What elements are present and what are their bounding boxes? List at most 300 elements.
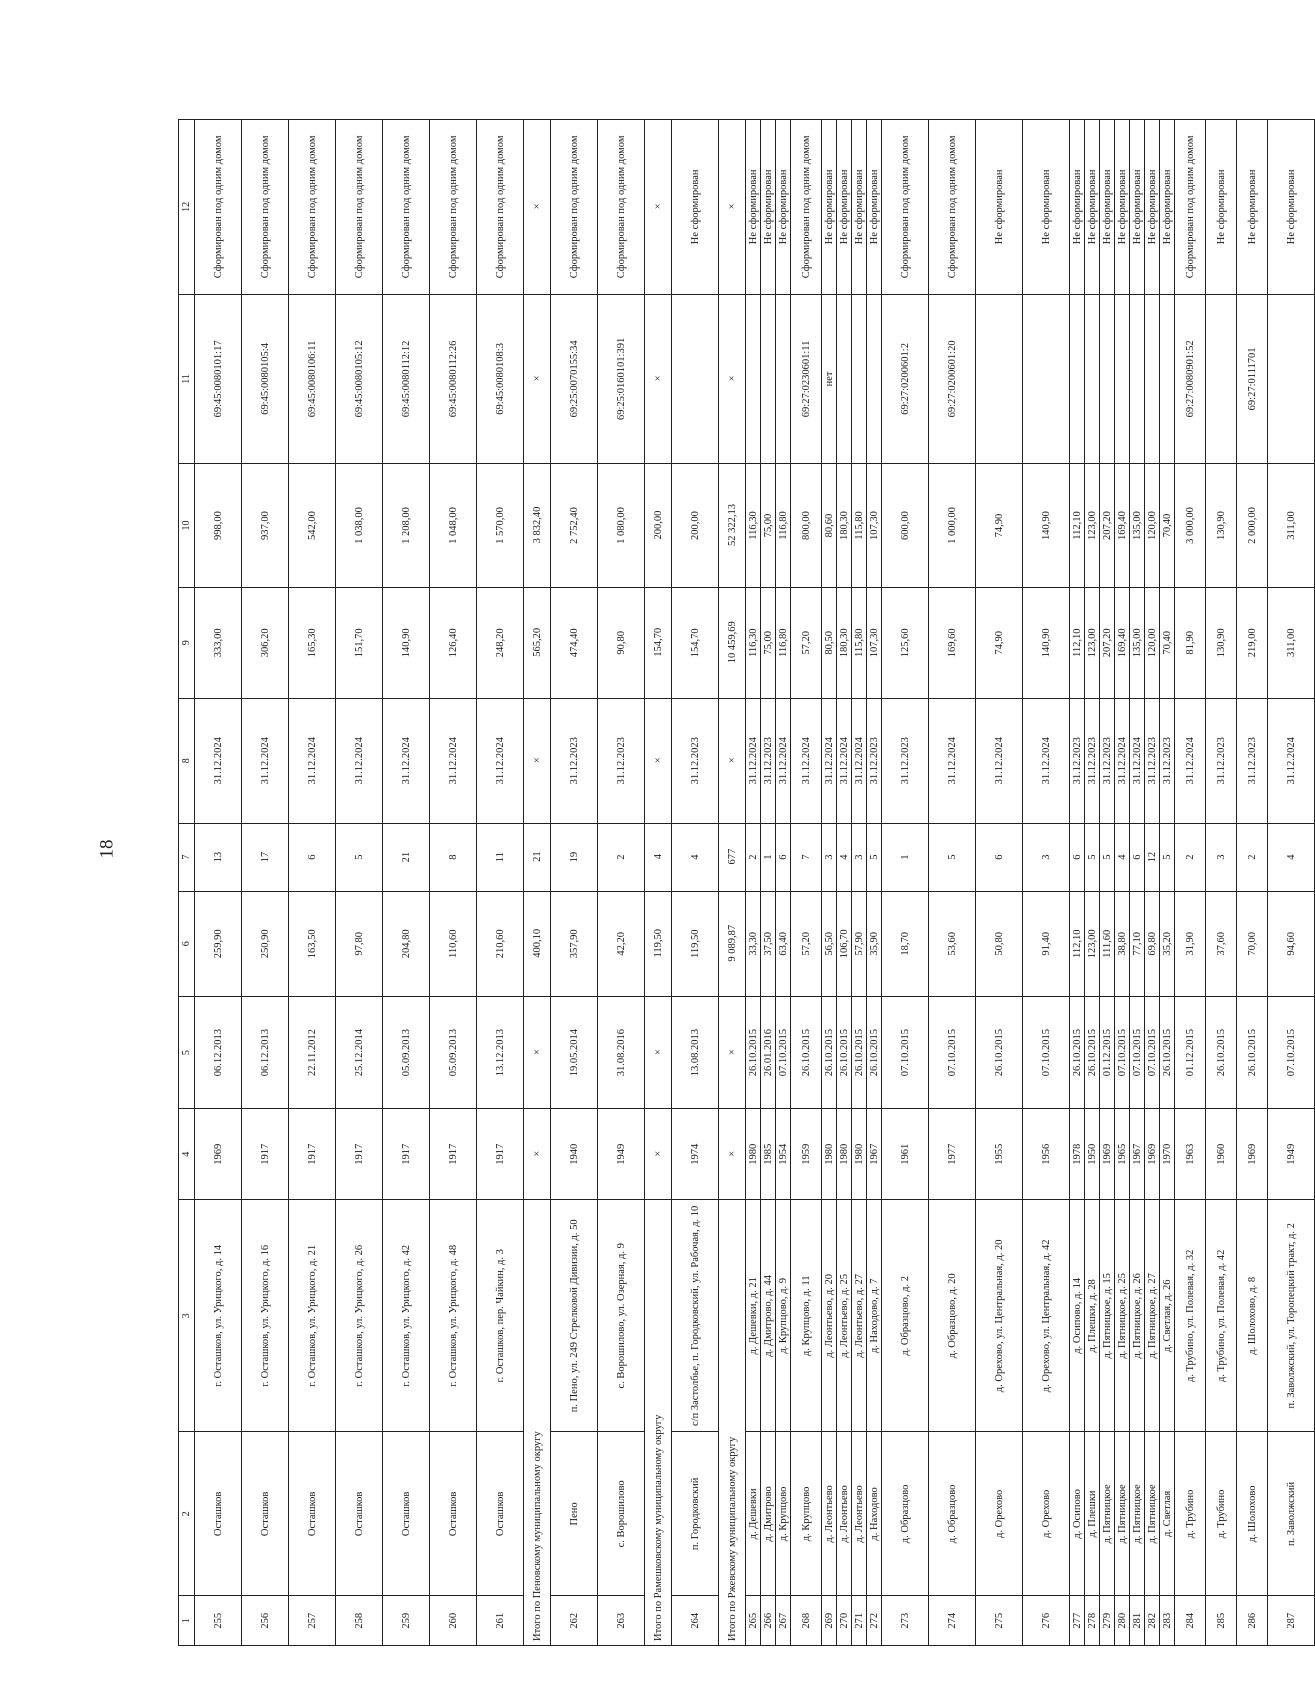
table-cell: Сформирован под одним домом <box>929 120 976 295</box>
table-cell: 165,30 <box>289 587 336 698</box>
table-cell: 135,00 <box>1130 587 1145 698</box>
table-cell <box>1206 294 1237 463</box>
table-cell: д. Плешки <box>1085 1432 1100 1596</box>
table-row <box>1023 120 1070 1646</box>
subtotal-cell: 119,50 <box>645 891 672 997</box>
column-number: 9 <box>179 587 195 698</box>
table-cell: Сформирован под одним домом <box>1175 120 1206 295</box>
table-cell: 1917 <box>383 1109 430 1200</box>
table-cell: 1917 <box>336 1109 383 1200</box>
table-cell: 1969 <box>195 1109 242 1200</box>
table-cell: 35,90 <box>867 891 882 997</box>
table-cell: 6 <box>1130 823 1145 891</box>
column-number: 6 <box>179 891 195 997</box>
table-cell: 31.12.2023 <box>1206 698 1237 823</box>
table-cell: 163,50 <box>289 891 336 997</box>
table-cell: г. Осташков, ул. Урицкого, д. 21 <box>289 1200 336 1432</box>
table-cell: 31.12.2024 <box>976 698 1023 823</box>
table-cell: 286 <box>1237 1596 1268 1646</box>
table-cell: 1950 <box>1085 1109 1100 1200</box>
table-cell: 210,60 <box>477 891 524 997</box>
table-cell: 07.10.2015 <box>776 997 791 1109</box>
table-cell: 106,70 <box>837 891 852 997</box>
table-row <box>551 120 598 1646</box>
table-cell: 1956 <box>1023 1109 1070 1200</box>
table-cell: Сформирован под одним домом <box>430 120 477 295</box>
table-cell: Не сформирован <box>776 120 791 295</box>
table-cell: 75,00 <box>761 587 776 698</box>
table-cell: 80,50 <box>822 587 837 698</box>
table-cell: д. Дмитрово, д. 44 <box>761 1200 776 1432</box>
table-cell: 80,60 <box>822 464 837 588</box>
table-cell: 261 <box>477 1596 524 1646</box>
subtotal-cell: × <box>524 120 551 295</box>
table-cell: 140,90 <box>1023 464 1070 588</box>
table-cell: 31.08.2016 <box>598 997 645 1109</box>
table-cell: Сформирован под одним домом <box>791 120 822 295</box>
table-cell: Сформирован под одним домом <box>383 120 430 295</box>
table-cell: 1 <box>761 823 776 891</box>
table-cell: д. Пятницкое <box>1145 1432 1160 1596</box>
table-cell: 57,20 <box>791 587 822 698</box>
table-cell: 26.10.2015 <box>1085 997 1100 1109</box>
table-cell: д. Крупцово, д. 9 <box>776 1200 791 1432</box>
table-cell: 140,90 <box>1023 587 1070 698</box>
table-cell <box>1160 294 1175 463</box>
table-cell: 77,10 <box>1130 891 1145 997</box>
table-cell <box>761 294 776 463</box>
table-row <box>852 120 867 1646</box>
table-cell: Осташков <box>195 1432 242 1596</box>
table-cell: 263 <box>598 1596 645 1646</box>
table-cell: 35,20 <box>1160 891 1175 997</box>
table-cell: 26.10.2015 <box>1070 997 1085 1109</box>
table-cell: 169,40 <box>1115 587 1130 698</box>
subtotal-cell: 200,00 <box>645 464 672 588</box>
table-cell: Сформирован под одним домом <box>882 120 929 295</box>
table-cell: 283 <box>1160 1596 1175 1646</box>
table-cell: 31.12.2024 <box>776 698 791 823</box>
table-cell: Осташков <box>477 1432 524 1596</box>
table-cell: 26.10.2015 <box>867 997 882 1109</box>
table-cell: 69:27:0200601:20 <box>929 294 976 463</box>
table-cell: 31.12.2024 <box>837 698 852 823</box>
table-cell: 63,40 <box>776 891 791 997</box>
table-cell: Не сформирован <box>1023 120 1070 295</box>
table-cell: 4 <box>1268 823 1315 891</box>
table-cell: 69:45:0080108:3 <box>477 294 524 463</box>
table-row <box>746 120 761 1646</box>
table-cell: 26.10.2015 <box>1160 997 1175 1109</box>
table-cell: 13 <box>195 823 242 891</box>
table-cell: 07.10.2015 <box>882 997 929 1109</box>
table-cell: 31.12.2024 <box>746 698 761 823</box>
table-row <box>1085 120 1100 1646</box>
table-cell: д. Образцово, д. 2 <box>882 1200 929 1432</box>
table-cell: 169,60 <box>929 587 976 698</box>
table-cell: 259,90 <box>195 891 242 997</box>
table-cell: 180,30 <box>837 464 852 588</box>
subtotal-cell: × <box>645 120 672 295</box>
table-cell: 31.12.2024 <box>791 698 822 823</box>
table-cell: 219,00 <box>1237 587 1268 698</box>
table-cell: 207,20 <box>1100 464 1115 588</box>
table-cell: 207,20 <box>1100 587 1115 698</box>
table-cell: 06.12.2013 <box>195 997 242 1109</box>
table-cell: д. Пятницкое, д. 26 <box>1130 1200 1145 1432</box>
table-cell: 1955 <box>976 1109 1023 1200</box>
subtotal-cell: 10 459,69 <box>719 587 746 698</box>
column-number: 12 <box>179 120 195 295</box>
table-cell: 31.12.2024 <box>242 698 289 823</box>
table-cell: 31.12.2023 <box>882 698 929 823</box>
table-cell: 204,80 <box>383 891 430 997</box>
table-cell: 282 <box>1145 1596 1160 1646</box>
table-cell: Сформирован под одним домом <box>551 120 598 295</box>
table-cell: 26.10.2015 <box>1237 997 1268 1109</box>
table-cell <box>746 294 761 463</box>
table-cell: 1980 <box>852 1109 867 1200</box>
table-cell: Сформирован под одним домом <box>242 120 289 295</box>
table-cell: 1967 <box>867 1109 882 1200</box>
table-cell: 257 <box>289 1596 336 1646</box>
table-cell: 31.12.2023 <box>598 698 645 823</box>
table-cell: д. Пятницкое, д. 27 <box>1145 1200 1160 1432</box>
table-cell: 116,30 <box>746 587 761 698</box>
table-cell: 1969 <box>1237 1109 1268 1200</box>
table-cell: 1978 <box>1070 1109 1085 1200</box>
table-cell: 116,80 <box>776 587 791 698</box>
table-cell: 06.12.2013 <box>242 997 289 1109</box>
table-cell: д. Осипово, д. 14 <box>1070 1200 1085 1432</box>
table-cell: 69:45:0080106:11 <box>289 294 336 463</box>
table-cell: Осташков <box>242 1432 289 1596</box>
subtotal-cell: 154,70 <box>645 587 672 698</box>
table-cell: 19 <box>551 823 598 891</box>
table-cell: 74,90 <box>976 587 1023 698</box>
table-cell: 4 <box>672 823 719 891</box>
subtotal-cell: × <box>645 1109 672 1200</box>
table-cell: 69:45:0080105:12 <box>336 294 383 463</box>
table-cell: Не сформирован <box>1130 120 1145 295</box>
table-cell: 6 <box>976 823 1023 891</box>
table-cell: 6 <box>289 823 336 891</box>
table-cell: 70,40 <box>1160 464 1175 588</box>
table-cell: 542,00 <box>289 464 336 588</box>
table-cell: 31.12.2024 <box>1115 698 1130 823</box>
table-cell: Пено <box>551 1432 598 1596</box>
table-cell: 266 <box>761 1596 776 1646</box>
table-cell: Осташков <box>430 1432 477 1596</box>
table-cell: с/п Застолбье, п. Городковский, ул. Рабочая, д. 10 <box>672 1200 719 1432</box>
table-cell: 311,00 <box>1268 587 1315 698</box>
table-cell: 1954 <box>776 1109 791 1200</box>
table-row <box>791 120 822 1646</box>
table-cell: 1917 <box>289 1109 336 1200</box>
table-cell: 26.10.2015 <box>837 997 852 1109</box>
table-cell <box>976 294 1023 463</box>
table-row <box>837 120 852 1646</box>
table-cell: 31.12.2023 <box>867 698 882 823</box>
subtotal-cell: 52 322,13 <box>719 464 746 588</box>
table-cell: 273 <box>882 1596 929 1646</box>
column-number: 7 <box>179 823 195 891</box>
subtotal-cell: 565,20 <box>524 587 551 698</box>
table-cell: 1970 <box>1160 1109 1175 1200</box>
table-cell: 1949 <box>598 1109 645 1200</box>
table-cell: 1949 <box>1268 1109 1315 1200</box>
table-cell: 69:45:0080105:4 <box>242 294 289 463</box>
table-cell: 5 <box>1100 823 1115 891</box>
table-cell: 270 <box>837 1596 852 1646</box>
table-cell: 115,80 <box>852 587 867 698</box>
table-cell: 262 <box>551 1596 598 1646</box>
table-row <box>336 120 383 1646</box>
table-cell: д. Орехово <box>976 1432 1023 1596</box>
table-cell: Не сформирован <box>822 120 837 295</box>
table-cell: 70,00 <box>1237 891 1268 997</box>
table-cell: 2 <box>1237 823 1268 891</box>
table-cell: 1980 <box>837 1109 852 1200</box>
table-cell: д. Леонтьево, д. 25 <box>837 1200 852 1432</box>
table-cell: 69:25:0070155:34 <box>551 294 598 463</box>
table-cell: 3 <box>822 823 837 891</box>
table-cell: 07.10.2015 <box>1023 997 1070 1109</box>
column-number-row <box>179 120 195 1646</box>
table-cell: 2 <box>746 823 761 891</box>
table-cell <box>1145 294 1160 463</box>
table-cell: д. Леонтьево <box>837 1432 852 1596</box>
table-cell <box>837 294 852 463</box>
table-cell: 135,00 <box>1130 464 1145 588</box>
table-cell: 937,00 <box>242 464 289 588</box>
table-cell: 271 <box>852 1596 867 1646</box>
table-cell: 267 <box>776 1596 791 1646</box>
table-cell: д. Образцово <box>882 1432 929 1596</box>
table-cell: д. Пятницкое <box>1130 1432 1145 1596</box>
table-cell: 56,50 <box>822 891 837 997</box>
table-cell: 169,40 <box>1115 464 1130 588</box>
table-cell: 05.09.2013 <box>383 997 430 1109</box>
table-cell: 74,90 <box>976 464 1023 588</box>
table-cell: 274 <box>929 1596 976 1646</box>
table-cell: 17 <box>242 823 289 891</box>
table-cell: 26.10.2015 <box>852 997 867 1109</box>
table-cell: 2 <box>1175 823 1206 891</box>
table-cell: 474,40 <box>551 587 598 698</box>
table-cell: 31.12.2024 <box>336 698 383 823</box>
table-cell: 11 <box>477 823 524 891</box>
page-number: 18 <box>96 839 118 859</box>
table-cell: 1985 <box>761 1109 776 1200</box>
table-cell: 1 048,00 <box>430 464 477 588</box>
table-cell: 1 080,00 <box>598 464 645 588</box>
subtotal-row <box>524 120 551 1646</box>
table-cell: п. Заволжский, ул. Торопецкий тракт, д. 2 <box>1268 1200 1315 1432</box>
subtotal-cell: × <box>645 294 672 463</box>
table-cell: 277 <box>1070 1596 1085 1646</box>
table-cell: 31.12.2023 <box>1070 698 1085 823</box>
table-cell: Не сформирован <box>1100 120 1115 295</box>
table-cell: 31.12.2024 <box>383 698 430 823</box>
table-cell: 69,80 <box>1145 891 1160 997</box>
subtotal-label: Итого по Ржевскому муниципальному округу <box>719 1200 746 1646</box>
table-cell: 264 <box>672 1596 719 1646</box>
table-cell: 265 <box>746 1596 761 1646</box>
table-cell: 5 <box>1085 823 1100 891</box>
table-cell: д. Орехово, ул. Центральная, д. 42 <box>1023 1200 1070 1432</box>
subtotal-cell: × <box>719 120 746 295</box>
table-cell: 1961 <box>882 1109 929 1200</box>
table-cell: 90,80 <box>598 587 645 698</box>
table-cell: 151,70 <box>336 587 383 698</box>
table-cell: 200,00 <box>672 464 719 588</box>
table-cell: Не сформирован <box>1115 120 1130 295</box>
subtotal-cell: 400,10 <box>524 891 551 997</box>
table-cell: 1 570,00 <box>477 464 524 588</box>
table-cell: Не сформирован <box>976 120 1023 295</box>
table-cell: 31.12.2024 <box>822 698 837 823</box>
table-cell: 07.10.2015 <box>1145 997 1160 1109</box>
table-cell: д. Находово, д. 7 <box>867 1200 882 1432</box>
table-cell: 119,50 <box>672 891 719 997</box>
column-number: 1 <box>179 1596 195 1646</box>
table-cell: 112,10 <box>1070 891 1085 997</box>
table-cell: 111,60 <box>1100 891 1115 997</box>
table-row <box>477 120 524 1646</box>
table-cell: 107,30 <box>867 587 882 698</box>
table-cell: Не сформирован <box>1145 120 1160 295</box>
table-cell: 69:27:0230601:11 <box>791 294 822 463</box>
table-cell <box>852 294 867 463</box>
table-cell: 33,30 <box>746 891 761 997</box>
table-cell: 333,00 <box>195 587 242 698</box>
table-cell: д. Пятницкое, д. 15 <box>1100 1200 1115 1432</box>
table-cell: 1977 <box>929 1109 976 1200</box>
table-cell: Не сформирован <box>852 120 867 295</box>
table-cell: 31.12.2024 <box>1175 698 1206 823</box>
table-cell: 1917 <box>477 1109 524 1200</box>
table-cell: 126,40 <box>430 587 477 698</box>
table-cell: 31.12.2024 <box>1130 698 1145 823</box>
table-cell: 31.12.2024 <box>477 698 524 823</box>
table-cell: Сформирован под одним домом <box>477 120 524 295</box>
table-cell: 69:27:0111701 <box>1237 294 1268 463</box>
table-row <box>195 120 242 1646</box>
subtotal-row <box>719 120 746 1646</box>
table-cell: д. Крупцово, д. 11 <box>791 1200 822 1432</box>
column-number: 3 <box>179 1200 195 1432</box>
table-cell: 3 <box>852 823 867 891</box>
table-cell: 97,80 <box>336 891 383 997</box>
table-cell: 140,90 <box>383 587 430 698</box>
table-cell: 311,00 <box>1268 464 1315 588</box>
subtotal-cell: × <box>719 1109 746 1200</box>
table-cell: 26.01.2016 <box>761 997 776 1109</box>
table-cell: Не сформирован <box>761 120 776 295</box>
table-cell: 2 <box>598 823 645 891</box>
table-row <box>430 120 477 1646</box>
table-cell: д. Светлая <box>1160 1432 1175 1596</box>
table-cell: 272 <box>867 1596 882 1646</box>
table-cell: 1980 <box>822 1109 837 1200</box>
table-cell: 31.12.2024 <box>1023 698 1070 823</box>
table-cell: 31.12.2023 <box>551 698 598 823</box>
table-cell: д. Леонтьево, д. 27 <box>852 1200 867 1432</box>
subtotal-cell: × <box>524 698 551 823</box>
table-row <box>822 120 837 1646</box>
table-cell: г. Осташков, ул. Урицкого, д. 26 <box>336 1200 383 1432</box>
table-cell: 112,10 <box>1070 587 1085 698</box>
table-cell: 37,50 <box>761 891 776 997</box>
table-cell: г. Осташков, ул. Урицкого, д. 48 <box>430 1200 477 1432</box>
table-cell: с. Ворошилово <box>598 1432 645 1596</box>
table-cell: 260 <box>430 1596 477 1646</box>
table-cell <box>1115 294 1130 463</box>
table-cell: 25.12.2014 <box>336 997 383 1109</box>
table-cell: 31.12.2024 <box>852 698 867 823</box>
table-cell: д. Леонтьево <box>822 1432 837 1596</box>
table-cell: Сформирован под одним домом <box>289 120 336 295</box>
table-cell: 1959 <box>791 1109 822 1200</box>
table-cell: д. Орехово, ул. Центральная, д. 20 <box>976 1200 1023 1432</box>
table-cell: Сформирован под одним домом <box>336 120 383 295</box>
table-row <box>776 120 791 1646</box>
subtotal-cell: × <box>645 997 672 1109</box>
subtotal-cell: × <box>524 997 551 1109</box>
table-cell: 26.10.2015 <box>1206 997 1237 1109</box>
table-cell: 123,00 <box>1085 587 1100 698</box>
table-cell: 57,90 <box>852 891 867 997</box>
table-cell: 287 <box>1268 1596 1315 1646</box>
table-cell: 69:45:0080112:26 <box>430 294 477 463</box>
table-cell: г. Осташков, ул. Урицкого, д. 42 <box>383 1200 430 1432</box>
table-cell: 255 <box>195 1596 242 1646</box>
table-cell: п. Пено, ул. 249 Стрелковой Дивизии, д. 50 <box>551 1200 598 1432</box>
table-cell: Осташков <box>336 1432 383 1596</box>
table-cell: 31.12.2024 <box>195 698 242 823</box>
table-row <box>1160 120 1175 1646</box>
table-cell: 1969 <box>1100 1109 1115 1200</box>
table-cell: 31,90 <box>1175 891 1206 997</box>
table-cell: 37,60 <box>1206 891 1237 997</box>
table-cell <box>776 294 791 463</box>
table-cell: 01.12.2015 <box>1100 997 1115 1109</box>
table-cell: г. Осташков, ул. Урицкого, д. 14 <box>195 1200 242 1432</box>
table-cell <box>1070 294 1085 463</box>
table-row <box>1070 120 1085 1646</box>
housing-registry-table <box>178 119 1315 1646</box>
table-cell: 6 <box>1070 823 1085 891</box>
column-number: 8 <box>179 698 195 823</box>
table-cell: 50,80 <box>976 891 1023 997</box>
table-cell: 31.12.2024 <box>289 698 336 823</box>
table-cell: г. Осташков, пер. Чайкин, д. 3 <box>477 1200 524 1432</box>
table-row <box>1237 120 1268 1646</box>
table-cell: 69:45:0080112:12 <box>383 294 430 463</box>
table-cell: 278 <box>1085 1596 1100 1646</box>
table-row <box>929 120 976 1646</box>
table-cell: 280 <box>1115 1596 1130 1646</box>
table-cell: 180,30 <box>837 587 852 698</box>
table-cell: 42,20 <box>598 891 645 997</box>
table-cell: 26.10.2015 <box>746 997 761 1109</box>
subtotal-cell: 677 <box>719 823 746 891</box>
table-cell: 154,70 <box>672 587 719 698</box>
table-cell: 1963 <box>1175 1109 1206 1200</box>
table-cell: 3 <box>1023 823 1070 891</box>
table-cell: 275 <box>976 1596 1023 1646</box>
